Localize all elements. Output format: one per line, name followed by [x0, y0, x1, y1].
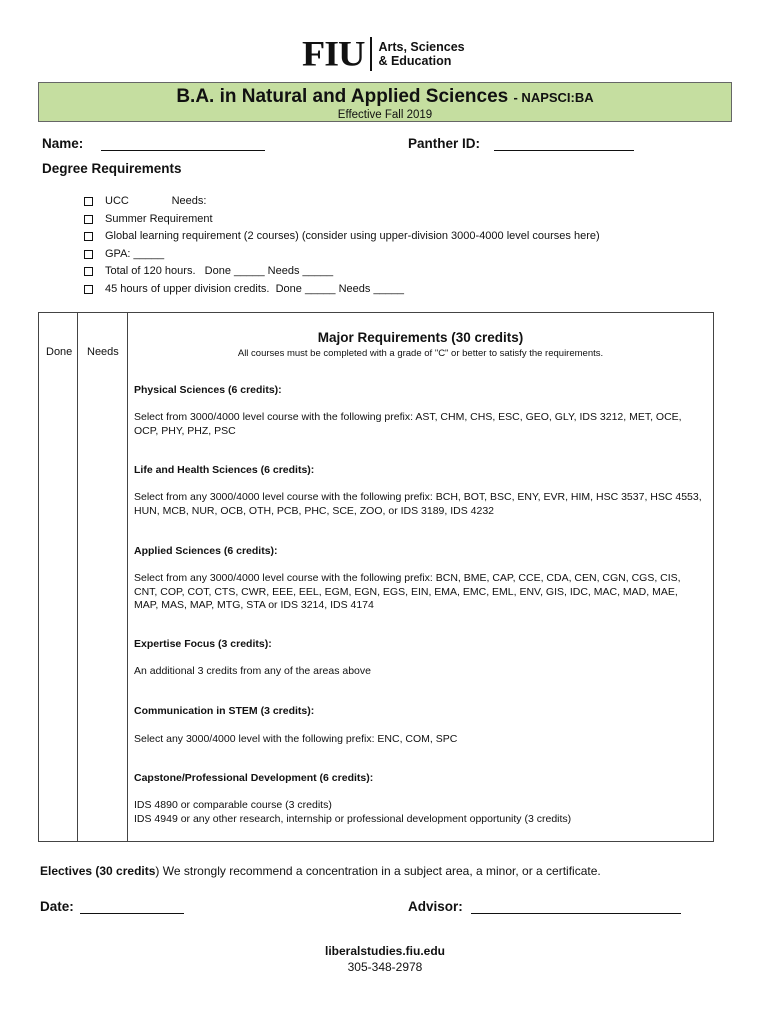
- section-body-capstone: [134, 799, 704, 826]
- major-subtitle: All courses must be completed with a grade of "C" or better to satisfy the requirements.: [237, 348, 604, 359]
- logo-line-2: & Education: [378, 54, 452, 68]
- section-title-communication-stem: Communication in STEM (3 credits):: [134, 705, 315, 717]
- checkbox-icon[interactable]: [84, 232, 93, 241]
- logo-divider: [370, 37, 372, 71]
- capstone-line-1: IDS 4890 or comparable course (3 credits): [134, 799, 332, 811]
- section-body-communication-stem: Select any 3000/4000 level with the following prefix: ENC, COM, SPC: [134, 733, 458, 745]
- name-input-line[interactable]: [101, 136, 265, 151]
- checklist-item: 45 hours of upper division credits. Done _____ Needs _____: [84, 281, 600, 299]
- degree-checklist: [84, 193, 600, 298]
- checklist-item: GPA: _____: [84, 246, 600, 264]
- major-header: [128, 313, 713, 359]
- effective-date: Effective Fall 2019: [337, 109, 433, 121]
- date-label: Date:: [40, 899, 74, 914]
- section-title-physical-sciences: Physical Sciences (6 credits):: [134, 384, 282, 396]
- done-column-header: Done: [46, 346, 73, 358]
- checkbox-icon[interactable]: [84, 197, 93, 206]
- advisor-label: Advisor:: [408, 899, 463, 914]
- column-divider: [77, 313, 78, 841]
- major-requirements-table: [38, 312, 714, 842]
- logo-line-1: Arts, Sciences: [378, 40, 465, 54]
- fiu-logo-mark: FIU: [302, 34, 365, 74]
- logo-text: [378, 40, 464, 68]
- section-title-applied-sciences: Applied Sciences (6 credits):: [134, 545, 278, 557]
- date-input-line[interactable]: [80, 899, 184, 914]
- footer-website: liberalstudies.fiu.edu: [324, 944, 446, 958]
- name-field: [42, 136, 265, 151]
- section-body-applied-sciences: Select from any 3000/4000 level course with the following prefix: BCN, BME, CAP, CCE, CDA, CEN, CGN, CGS, CIS, CNT, COP, COT, CTS, CWR, EEE, EEL, EGM, EGN, EGS, EIN, EMA, EMC, EML, ENV, GIS, IDC, MAC, MAD, MAE, MAP, MAS, MAP, MTG, STA or IDS 3214, IDS 4174: [134, 572, 681, 611]
- page-title: [39, 86, 731, 109]
- name-label: Name:: [42, 136, 84, 151]
- date-field: [40, 899, 184, 914]
- section-body-expertise-focus: An additional 3 credits from any of the areas above: [134, 665, 371, 677]
- advisor-input-line[interactable]: [471, 899, 681, 914]
- panther-id-input-line[interactable]: [494, 136, 634, 151]
- electives-line: [40, 864, 601, 878]
- footer-phone: 305-348-2978: [347, 960, 423, 974]
- checkbox-icon[interactable]: [84, 215, 93, 224]
- needs-column-header: Needs: [87, 346, 119, 358]
- checkbox-icon[interactable]: [84, 250, 93, 259]
- section-title-capstone: Capstone/Professional Development (6 credits):: [134, 772, 374, 784]
- section-title-expertise-focus: Expertise Focus (3 credits):: [134, 638, 272, 650]
- title-banner: [38, 82, 732, 122]
- major-title: Major Requirements (30 credits): [317, 330, 524, 345]
- panther-id-label: Panther ID:: [408, 136, 481, 151]
- column-divider: [127, 313, 128, 841]
- electives-label: Electives (30 credits: [40, 864, 156, 878]
- section-body-life-health-sciences: Select from any 3000/4000 level course with the following prefix: BCH, BOT, BSC, ENY, EVR, HIM, HSC 3537, HSC 4553, HUN, MCB, NUR, OCB, OTH, PCB, PHC, SCE, ZOO, or IDS 3189, IDS 4232: [134, 491, 702, 517]
- checklist-item: Global learning requirement (2 courses) (consider using upper-division 3000-4000 level courses here): [84, 228, 600, 246]
- checklist-item: UCC Needs:: [84, 193, 600, 211]
- panther-id-field: [408, 136, 634, 151]
- checklist-item: Total of 120 hours. Done _____ Needs _____: [84, 263, 600, 281]
- advisor-field: [408, 899, 681, 914]
- checkbox-icon[interactable]: [84, 285, 93, 294]
- program-title: B.A. in Natural and Applied Sciences: [176, 86, 509, 107]
- checkbox-icon[interactable]: [84, 267, 93, 276]
- section-body-physical-sciences: Select from 3000/4000 level course with the following prefix: AST, CHM, CHS, ESC, GEO, GLY, IDS 3212, MET, OCE, OCP, PHY, PHZ, PSC: [134, 411, 682, 437]
- fiu-logo: [302, 34, 465, 74]
- section-title-life-health-sciences: Life and Health Sciences (6 credits):: [134, 464, 315, 476]
- electives-text: ) We strongly recommend a concentration in a subject area, a minor, or a certificate.: [155, 864, 601, 878]
- checklist-item: Summer Requirement: [84, 211, 600, 229]
- degree-requirements-heading: Degree Requirements: [42, 161, 182, 176]
- capstone-line-2: IDS 4949 or any other research, internship or professional development opportunity (3 credits): [134, 812, 572, 825]
- program-code: - NAPSCI:BA: [513, 90, 594, 105]
